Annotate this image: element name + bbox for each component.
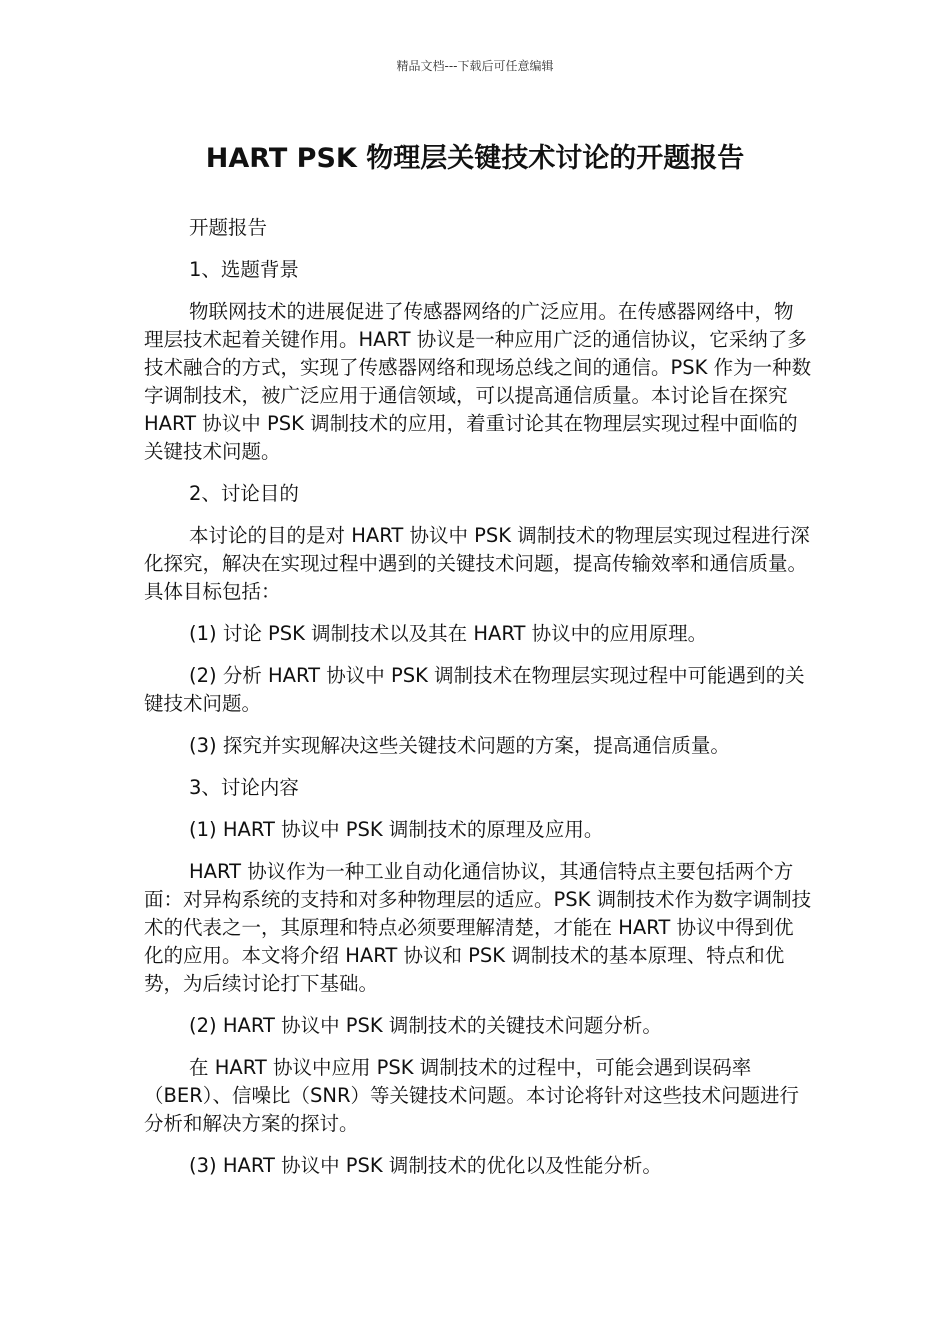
- list-item-goal-2: (2) 分析 HART 协议中 PSK 调制技术在物理层实现过程中可能遇到的关键技术问题。: [144, 664, 805, 715]
- section-heading-content: 3、讨论内容: [189, 776, 299, 799]
- paragraph-content-1: HART 协议作为一种工业自动化通信协议，其通信特点主要包括两个方面：对异构系统的支持和对多种物理层的适应。PSK 调制技术作为数字调制技术的代表之一，其原理和特点必须要理解清楚，才能在 HART 协议中得到优化的应用。本文将介绍 HART 协议和 PSK 调制技术的基本原理、特点和优势，为后续讨论打下基础。: [144, 860, 812, 995]
- header-note: 精品文档---下载后可任意编辑: [396, 59, 554, 73]
- section-heading-purpose: 2、讨论目的: [189, 482, 299, 505]
- list-item-content-1: (1) HART 协议中 PSK 调制技术的原理及应用。: [189, 818, 604, 841]
- list-item-content-3: (3) HART 协议中 PSK 调制技术的优化以及性能分析。: [189, 1154, 662, 1177]
- document-body: [144, 214, 812, 1194]
- section-heading-background: 1、选题背景: [189, 258, 299, 281]
- list-item-goal-1: (1) 讨论 PSK 调制技术以及其在 HART 协议中的应用原理。: [189, 622, 708, 645]
- document-title: HART PSK 物理层关键技术讨论的开题报告: [205, 143, 745, 174]
- paragraph-report-label: 开题报告: [189, 216, 268, 239]
- paragraph-purpose: 本讨论的目的是对 HART 协议中 PSK 调制技术的物理层实现过程进行深化探究，解决在实现过程中遇到的关键技术问题，提高传输效率和通信质量。具体目标包括：: [144, 524, 810, 603]
- paragraph-background: 物联网技术的进展促进了传感器网络的广泛应用。在传感器网络中，物理层技术起着关键作用。HART 协议是一种应用广泛的通信协议，它采纳了多技术融合的方式，实现了传感器网络和现场总线之间的通信。PSK 作为一种数字调制技术，被广泛应用于通信领域，可以提高通信质量。本讨论旨在探究 HART 协议中 PSK 调制技术的应用，着重讨论其在物理层实现过程中面临的关键技术问题。: [144, 300, 812, 463]
- list-item-goal-3: (3) 探究并实现解决这些关键技术问题的方案，提高通信质量。: [189, 734, 730, 757]
- paragraph-content-2: 在 HART 协议中应用 PSK 调制技术的过程中，可能会遇到误码率（BER）、信噪比（SNR）等关键技术问题。本讨论将针对这些技术问题进行分析和解决方案的探讨。: [144, 1056, 800, 1135]
- list-item-content-2: (2) HART 协议中 PSK 调制技术的关键技术问题分析。: [189, 1014, 662, 1037]
